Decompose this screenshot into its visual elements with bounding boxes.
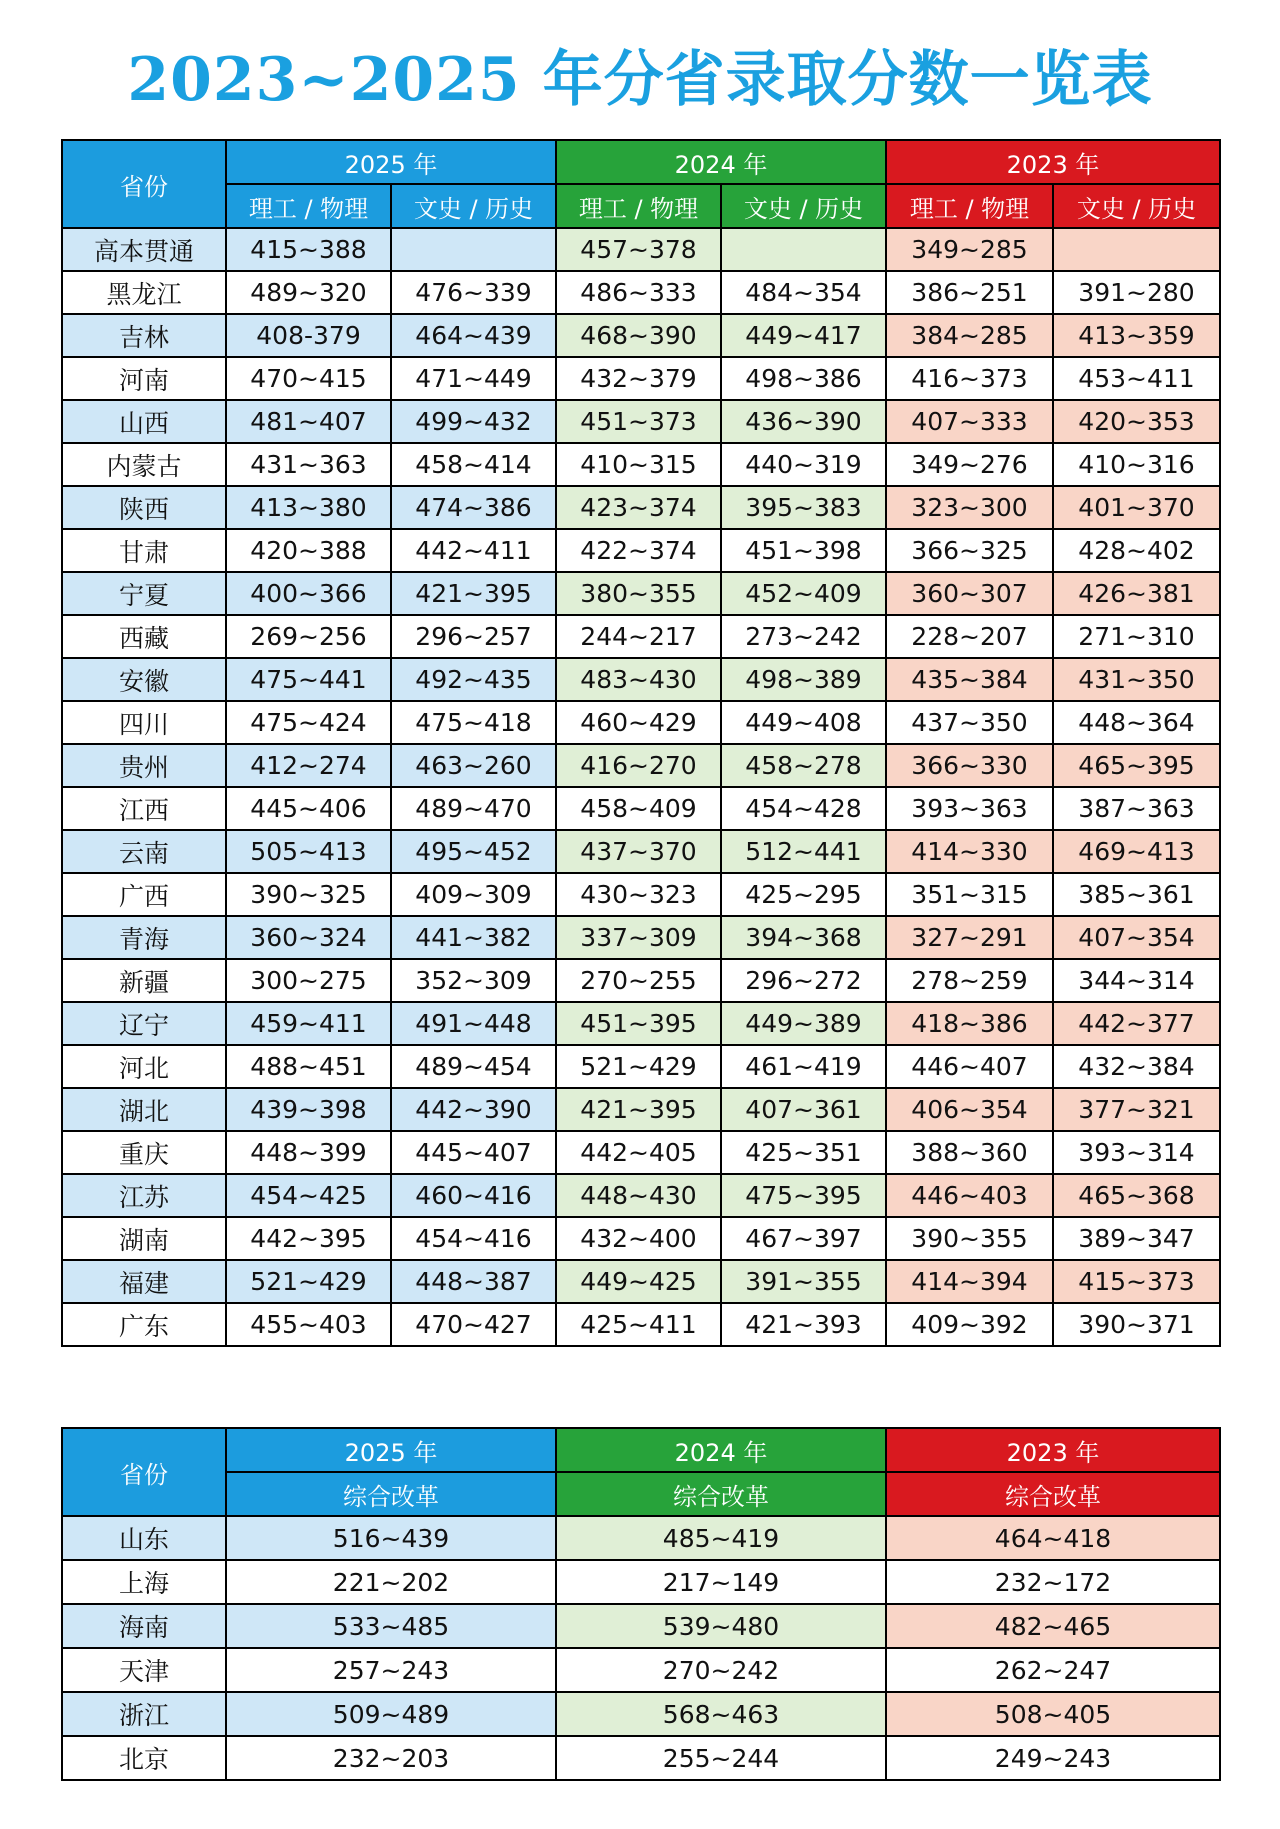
score-cell: 492~435 (391, 658, 556, 701)
table-row (62, 1174, 1220, 1217)
page-title: 2023~2025 年分省录取分数一览表 (127, 45, 1153, 115)
score-cell: 412~274 (226, 744, 391, 787)
score-cell: 486~333 (556, 271, 721, 314)
table-row (62, 314, 1220, 357)
score-cell: 453~411 (1053, 357, 1220, 400)
province-cell: 天津 (62, 1648, 226, 1692)
score-cell: 489~470 (391, 787, 556, 830)
score-cell: 483~430 (556, 658, 721, 701)
score-cell: 415~388 (226, 228, 391, 271)
score-cell: 388~360 (886, 1131, 1053, 1174)
subject-header: 综合改革 (226, 1472, 556, 1516)
table-row (62, 873, 1220, 916)
score-cell: 458~409 (556, 787, 721, 830)
score-cell: 439~398 (226, 1088, 391, 1131)
score-cell: 420~353 (1053, 400, 1220, 443)
table-row (62, 1648, 1220, 1692)
score-cell: 416~373 (886, 357, 1053, 400)
score-cell: 533~485 (226, 1604, 556, 1648)
score-cell: 401~370 (1053, 486, 1220, 529)
province-cell: 河北 (62, 1045, 226, 1088)
table-row (62, 1692, 1220, 1736)
score-cell: 459~411 (226, 1002, 391, 1045)
score-cell: 505~413 (226, 830, 391, 873)
score-cell: 255~244 (556, 1736, 886, 1780)
score-cell: 407~354 (1053, 916, 1220, 959)
subject-header: 理工 / 物理 (886, 184, 1053, 228)
table-row (62, 787, 1220, 830)
province-cell: 内蒙古 (62, 443, 226, 486)
province-cell: 新疆 (62, 959, 226, 1002)
score-cell (1053, 228, 1220, 271)
score-cell: 257~243 (226, 1648, 556, 1692)
table-row (62, 701, 1220, 744)
province-cell: 云南 (62, 830, 226, 873)
score-cell: 495~452 (391, 830, 556, 873)
score-cell: 323~300 (886, 486, 1053, 529)
province-cell: 贵州 (62, 744, 226, 787)
score-cell: 366~325 (886, 529, 1053, 572)
score-cell: 416~270 (556, 744, 721, 787)
score-cell (721, 228, 886, 271)
score-cell: 437~370 (556, 830, 721, 873)
table-row (62, 830, 1220, 873)
score-cell: 418~386 (886, 1002, 1053, 1045)
score-cell: 244~217 (556, 615, 721, 658)
score-cell: 448~430 (556, 1174, 721, 1217)
score-cell: 349~285 (886, 228, 1053, 271)
score-cell: 389~347 (1053, 1217, 1220, 1260)
score-cell: 413~359 (1053, 314, 1220, 357)
table-row (62, 486, 1220, 529)
score-cell: 449~389 (721, 1002, 886, 1045)
score-cell: 421~395 (556, 1088, 721, 1131)
score-cell: 440~319 (721, 443, 886, 486)
score-cell: 521~429 (226, 1260, 391, 1303)
score-cell: 441~382 (391, 916, 556, 959)
table-row (62, 1736, 1220, 1780)
province-cell: 山西 (62, 400, 226, 443)
score-cell: 337~309 (556, 916, 721, 959)
year-header-row (62, 140, 1220, 184)
year-2024-header: 2024 年 (556, 140, 886, 184)
score-cell: 463~260 (391, 744, 556, 787)
score-cell: 377~321 (1053, 1088, 1220, 1131)
score-cell: 539~480 (556, 1604, 886, 1648)
score-cell: 421~393 (721, 1303, 886, 1346)
score-cell: 454~416 (391, 1217, 556, 1260)
province-cell: 辽宁 (62, 1002, 226, 1045)
score-cell: 386~251 (886, 271, 1053, 314)
score-cell: 249~243 (886, 1736, 1220, 1780)
score-cell: 498~389 (721, 658, 886, 701)
score-cell: 448~364 (1053, 701, 1220, 744)
score-cell: 481~407 (226, 400, 391, 443)
province-header: 省份 (62, 1428, 226, 1516)
province-cell: 北京 (62, 1736, 226, 1780)
province-cell: 安徽 (62, 658, 226, 701)
score-cell: 457~378 (556, 228, 721, 271)
table-row (62, 357, 1220, 400)
score-cell: 349~276 (886, 443, 1053, 486)
score-cell: 445~407 (391, 1131, 556, 1174)
score-cell: 460~429 (556, 701, 721, 744)
score-cell: 475~395 (721, 1174, 886, 1217)
score-cell: 474~386 (391, 486, 556, 529)
subject-header-row (62, 184, 1220, 228)
score-cell: 449~425 (556, 1260, 721, 1303)
province-cell: 湖南 (62, 1217, 226, 1260)
score-cell: 449~408 (721, 701, 886, 744)
score-cell: 431~363 (226, 443, 391, 486)
score-cell: 360~324 (226, 916, 391, 959)
score-cell: 451~373 (556, 400, 721, 443)
table-row (62, 1260, 1220, 1303)
table-body (62, 228, 1220, 1346)
score-cell: 273~242 (721, 615, 886, 658)
subject-header: 理工 / 物理 (226, 184, 391, 228)
table-row (62, 1088, 1220, 1131)
score-cell: 271~310 (1053, 615, 1220, 658)
score-cell: 425~411 (556, 1303, 721, 1346)
score-cell: 458~278 (721, 744, 886, 787)
subject-header: 文史 / 历史 (1053, 184, 1220, 228)
score-cell: 465~368 (1053, 1174, 1220, 1217)
score-cell: 421~395 (391, 572, 556, 615)
score-cell: 469~413 (1053, 830, 1220, 873)
score-cell: 512~441 (721, 830, 886, 873)
score-cell: 509~489 (226, 1692, 556, 1736)
score-cell: 232~203 (226, 1736, 556, 1780)
table-row (62, 1560, 1220, 1604)
subject-header: 综合改革 (556, 1472, 886, 1516)
score-cell: 409~392 (886, 1303, 1053, 1346)
score-cell: 423~374 (556, 486, 721, 529)
score-cell: 385~361 (1053, 873, 1220, 916)
province-header: 省份 (62, 140, 226, 228)
score-cell: 475~441 (226, 658, 391, 701)
province-cell: 江西 (62, 787, 226, 830)
score-cell: 432~400 (556, 1217, 721, 1260)
score-cell: 461~419 (721, 1045, 886, 1088)
score-cell: 391~280 (1053, 271, 1220, 314)
score-cell: 516~439 (226, 1516, 556, 1560)
score-cell: 414~330 (886, 830, 1053, 873)
score-cell: 508~405 (886, 1692, 1220, 1736)
subject-header: 文史 / 历史 (721, 184, 886, 228)
score-cell: 393~363 (886, 787, 1053, 830)
score-cell: 413~380 (226, 486, 391, 529)
province-cell: 宁夏 (62, 572, 226, 615)
score-cell: 448~387 (391, 1260, 556, 1303)
year-2025-header: 2025 年 (226, 1428, 556, 1472)
score-cell: 498~386 (721, 357, 886, 400)
score-cell: 488~451 (226, 1045, 391, 1088)
table-row (62, 615, 1220, 658)
score-cell: 391~355 (721, 1260, 886, 1303)
score-cell: 451~398 (721, 529, 886, 572)
score-cell: 395~383 (721, 486, 886, 529)
province-cell: 江苏 (62, 1174, 226, 1217)
score-cell: 296~257 (391, 615, 556, 658)
score-cell: 432~379 (556, 357, 721, 400)
score-cell: 400~366 (226, 572, 391, 615)
score-cell: 426~381 (1053, 572, 1220, 615)
score-cell: 464~418 (886, 1516, 1220, 1560)
score-cell: 476~339 (391, 271, 556, 314)
score-cell: 458~414 (391, 443, 556, 486)
score-cell: 499~432 (391, 400, 556, 443)
score-cell: 415~373 (1053, 1260, 1220, 1303)
score-cell: 451~395 (556, 1002, 721, 1045)
score-cell: 366~330 (886, 744, 1053, 787)
table-row (62, 916, 1220, 959)
table-row (62, 1131, 1220, 1174)
score-cell: 380~355 (556, 572, 721, 615)
score-cell: 406~354 (886, 1088, 1053, 1131)
score-cell: 454~428 (721, 787, 886, 830)
score-cell: 465~395 (1053, 744, 1220, 787)
province-cell: 吉林 (62, 314, 226, 357)
score-cell: 430~323 (556, 873, 721, 916)
province-cell: 青海 (62, 916, 226, 959)
score-cell: 407~361 (721, 1088, 886, 1131)
score-cell: 484~354 (721, 271, 886, 314)
score-cell: 428~402 (1053, 529, 1220, 572)
score-cell: 470~415 (226, 357, 391, 400)
score-cell: 467~397 (721, 1217, 886, 1260)
province-cell: 陕西 (62, 486, 226, 529)
year-2024-header: 2024 年 (556, 1428, 886, 1472)
table-row (62, 228, 1220, 271)
score-cell: 409~309 (391, 873, 556, 916)
score-cell: 384~285 (886, 314, 1053, 357)
score-cell: 228~207 (886, 615, 1053, 658)
province-cell: 重庆 (62, 1131, 226, 1174)
year-2025-header: 2025 年 (226, 140, 556, 184)
province-cell: 四川 (62, 701, 226, 744)
table-row (62, 1516, 1220, 1560)
score-cell: 468~390 (556, 314, 721, 357)
comprehensive-reform-table (61, 1427, 1221, 1781)
score-cell: 425~295 (721, 873, 886, 916)
score-cell: 437~350 (886, 701, 1053, 744)
province-cell: 上海 (62, 1560, 226, 1604)
score-cell: 390~325 (226, 873, 391, 916)
table-row (62, 1045, 1220, 1088)
score-cell: 471~449 (391, 357, 556, 400)
table-row (62, 744, 1220, 787)
score-cell: 446~407 (886, 1045, 1053, 1088)
score-cell: 442~377 (1053, 1002, 1220, 1045)
table-row (62, 1604, 1220, 1648)
score-cell: 270~255 (556, 959, 721, 1002)
score-cell: 464~439 (391, 314, 556, 357)
score-cell: 482~465 (886, 1604, 1220, 1648)
score-cell: 455~403 (226, 1303, 391, 1346)
score-cell: 360~307 (886, 572, 1053, 615)
score-cell: 422~374 (556, 529, 721, 572)
province-cell: 海南 (62, 1604, 226, 1648)
score-cell: 454~425 (226, 1174, 391, 1217)
province-cell: 高本贯通 (62, 228, 226, 271)
province-cell: 浙江 (62, 1692, 226, 1736)
score-cell: 442~395 (226, 1217, 391, 1260)
score-cell: 407~333 (886, 400, 1053, 443)
score-cell: 489~320 (226, 271, 391, 314)
score-cell (391, 228, 556, 271)
score-cell: 521~429 (556, 1045, 721, 1088)
score-cell: 446~403 (886, 1174, 1053, 1217)
province-cell: 甘肃 (62, 529, 226, 572)
score-cell: 390~355 (886, 1217, 1053, 1260)
province-cell: 山东 (62, 1516, 226, 1560)
score-cell: 387~363 (1053, 787, 1220, 830)
score-cell: 410~316 (1053, 443, 1220, 486)
score-cell: 390~371 (1053, 1303, 1220, 1346)
subject-header: 综合改革 (886, 1472, 1220, 1516)
province-cell: 西藏 (62, 615, 226, 658)
admission-scores-table (61, 139, 1221, 1347)
subject-header: 理工 / 物理 (556, 184, 721, 228)
score-cell: 431~350 (1053, 658, 1220, 701)
score-cell: 470~427 (391, 1303, 556, 1346)
score-cell: 442~411 (391, 529, 556, 572)
province-cell: 黑龙江 (62, 271, 226, 314)
table-row (62, 1002, 1220, 1045)
score-cell: 420~388 (226, 529, 391, 572)
score-cell: 262~247 (886, 1648, 1220, 1692)
score-cell: 327~291 (886, 916, 1053, 959)
table-row (62, 529, 1220, 572)
table-row (62, 400, 1220, 443)
score-cell: 475~424 (226, 701, 391, 744)
score-cell: 448~399 (226, 1131, 391, 1174)
score-cell: 278~259 (886, 959, 1053, 1002)
province-cell: 广西 (62, 873, 226, 916)
province-cell: 河南 (62, 357, 226, 400)
table-row (62, 1217, 1220, 1260)
score-cell: 460~416 (391, 1174, 556, 1217)
score-cell: 475~418 (391, 701, 556, 744)
score-cell: 300~275 (226, 959, 391, 1002)
year-2023-header: 2023 年 (886, 1428, 1220, 1472)
score-cell: 449~417 (721, 314, 886, 357)
score-cell: 352~309 (391, 959, 556, 1002)
subject-header-row (62, 1472, 1220, 1516)
score-cell: 445~406 (226, 787, 391, 830)
score-cell: 452~409 (721, 572, 886, 615)
table-row (62, 1303, 1220, 1346)
table-row (62, 658, 1220, 701)
score-cell: 425~351 (721, 1131, 886, 1174)
province-cell: 福建 (62, 1260, 226, 1303)
score-cell: 442~405 (556, 1131, 721, 1174)
score-cell: 394~368 (721, 916, 886, 959)
score-cell: 568~463 (556, 1692, 886, 1736)
score-cell: 351~315 (886, 873, 1053, 916)
score-cell: 221~202 (226, 1560, 556, 1604)
score-cell: 408-379 (226, 314, 391, 357)
score-cell: 489~454 (391, 1045, 556, 1088)
score-cell: 217~149 (556, 1560, 886, 1604)
score-cell: 393~314 (1053, 1131, 1220, 1174)
year-header-row (62, 1428, 1220, 1472)
score-cell: 435~384 (886, 658, 1053, 701)
score-cell: 491~448 (391, 1002, 556, 1045)
score-cell: 296~272 (721, 959, 886, 1002)
score-cell: 232~172 (886, 1560, 1220, 1604)
year-2023-header: 2023 年 (886, 140, 1220, 184)
province-cell: 湖北 (62, 1088, 226, 1131)
score-cell: 436~390 (721, 400, 886, 443)
score-cell: 410~315 (556, 443, 721, 486)
score-cell: 432~384 (1053, 1045, 1220, 1088)
score-cell: 270~242 (556, 1648, 886, 1692)
province-cell: 广东 (62, 1303, 226, 1346)
table-body (62, 1516, 1220, 1780)
score-cell: 485~419 (556, 1516, 886, 1560)
subject-header: 文史 / 历史 (391, 184, 556, 228)
table-row (62, 959, 1220, 1002)
table-row (62, 271, 1220, 314)
score-cell: 344~314 (1053, 959, 1220, 1002)
score-cell: 414~394 (886, 1260, 1053, 1303)
score-cell: 442~390 (391, 1088, 556, 1131)
table-row (62, 572, 1220, 615)
table-row (62, 443, 1220, 486)
score-cell: 269~256 (226, 615, 391, 658)
